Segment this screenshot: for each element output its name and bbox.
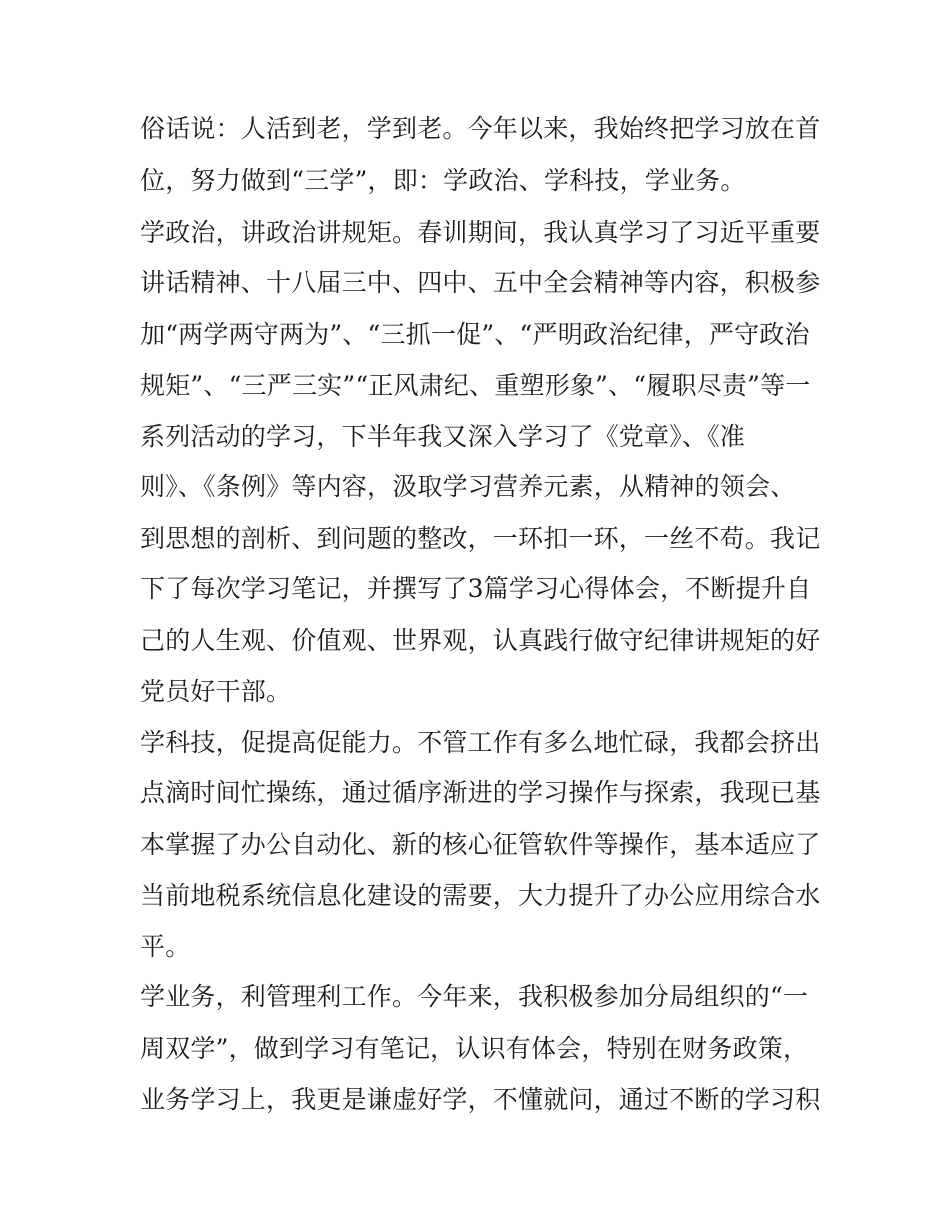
text-line: 学政治，讲政治讲规矩。春训期间，我认真学习了习近平重要 xyxy=(140,218,821,247)
text-line: 系列活动的学习，下半年我又深入学习了《党章》、《准 xyxy=(140,422,746,451)
text-line: 己的人生观、价值观、世界观，认真践行做守纪律讲规矩的好 xyxy=(140,626,821,655)
text-line: 俗话说：人活到老，学到老。今年以来，我始终把学习放在首 xyxy=(140,114,821,143)
text-line: 位，努力做到“三学”，即：学政治、学科技，学业务。 xyxy=(140,166,746,195)
text-line: 则》、《条例》等内容，汲取学习营养元素，从精神的领会、 xyxy=(140,472,796,501)
text-line: 平。 xyxy=(140,932,191,961)
text-line: 学业务，利管理利工作。今年来，我积极参加分局组织的“一 xyxy=(140,982,809,1011)
text-line: 到思想的剖析、到问题的整改，一环扣一环，一丝不苟。我记 xyxy=(140,524,821,553)
text-line: 周双学”，做到学习有笔记，认识有体会，特别在财务政策， xyxy=(140,1034,809,1063)
text-line: 学科技，促提高促能力。不管工作有多么地忙碌，我都会挤出 xyxy=(140,728,821,757)
text-line: 讲话精神、十八届三中、四中、五中全会精神等内容，积极参 xyxy=(140,268,821,297)
text-line: 下了每次学习笔记，并撰写了3篇学习心得体会，不断提升自 xyxy=(140,574,812,603)
text-line: 本掌握了办公自动化、新的核心征管软件等操作，基本适应了 xyxy=(140,830,821,859)
text-line: 点滴时间忙操练，通过循序渐进的学习操作与探索，我现已基 xyxy=(140,778,821,807)
text-line: 当前地税系统信息化建设的需要，大力提升了办公应用综合水 xyxy=(140,881,821,910)
text-line: 加“两学两守两为”、“三抓一促”、“严明政治纪律，严守政治 xyxy=(140,320,810,349)
text-line: 党员好干部。 xyxy=(140,677,292,706)
text-line: 业务学习上，我更是谦虚好学，不懂就问，通过不断的学习积 xyxy=(140,1085,821,1114)
text-line: 规矩”、“三严三实”“正风肃纪、重塑形象”、“履职尽责”等一 xyxy=(140,371,811,400)
